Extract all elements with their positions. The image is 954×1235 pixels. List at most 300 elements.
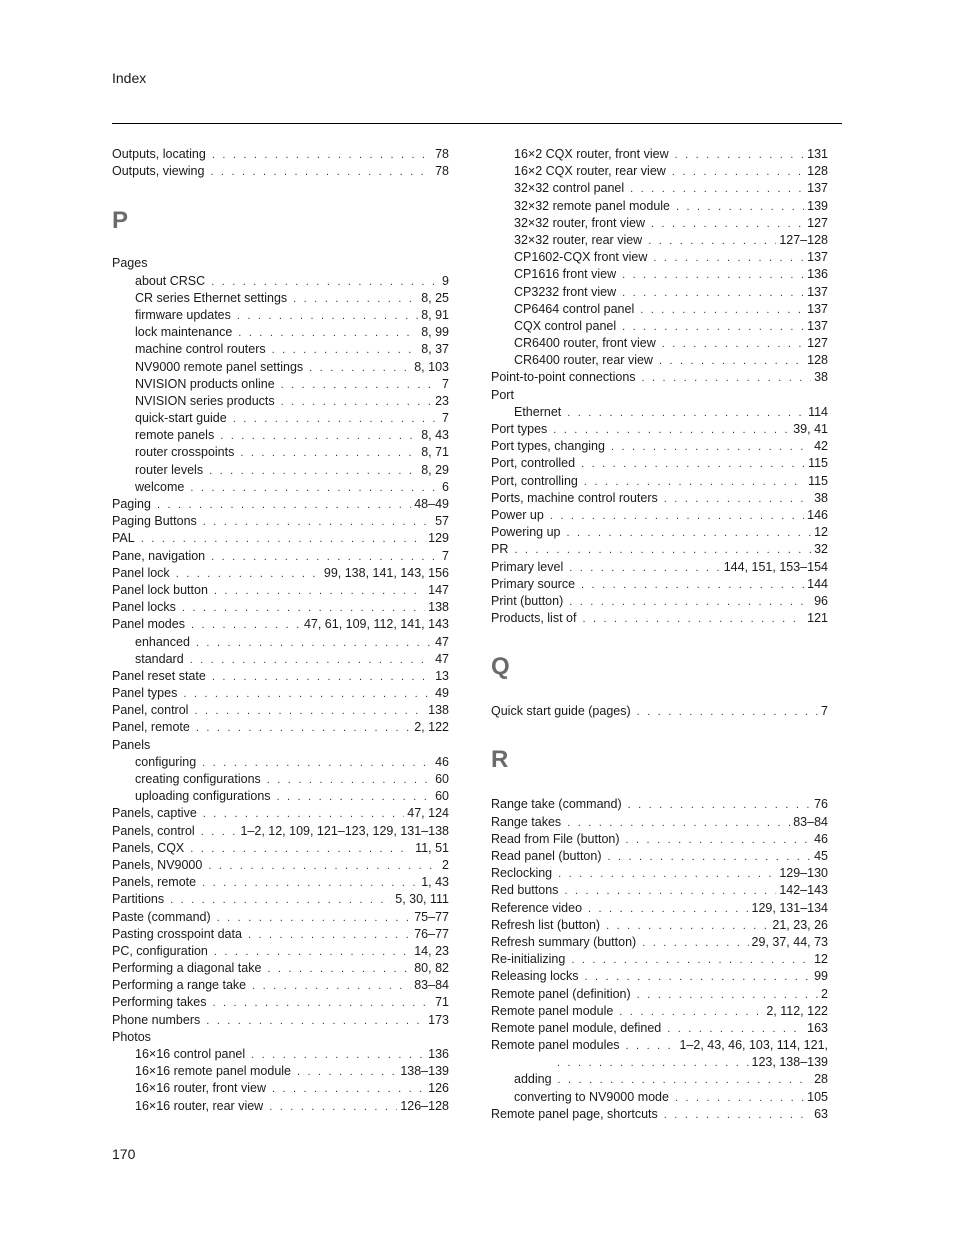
entry-term: remote panels xyxy=(135,428,215,443)
dot-leader xyxy=(581,456,805,473)
index-entry xyxy=(491,831,828,848)
section-letter: Q xyxy=(491,653,510,681)
dot-leader xyxy=(220,428,418,445)
index-entry xyxy=(491,814,828,831)
entry-term: Panels, captive xyxy=(112,806,197,821)
dot-leader xyxy=(201,824,238,841)
entry-term: Panel locks xyxy=(112,600,176,615)
entry-term: Red buttons xyxy=(491,883,559,898)
entry-page-refs: 137 xyxy=(807,301,828,316)
index-entry xyxy=(491,541,828,558)
entry-page-refs: 7 xyxy=(821,704,828,719)
entry-page-refs: 147 xyxy=(428,582,449,597)
index-heading: Port xyxy=(491,387,514,402)
index-entry xyxy=(112,977,449,994)
index-entry xyxy=(491,576,828,593)
entry-term: creating configurations xyxy=(135,772,261,786)
index-subentry xyxy=(491,1071,828,1088)
entry-page-refs: 83–84 xyxy=(793,814,828,829)
entry-page-refs: 99, 138, 141, 143, 156 xyxy=(323,565,449,580)
index-subentry xyxy=(112,1098,449,1115)
dot-leader xyxy=(619,1004,763,1021)
index-entry xyxy=(112,1012,449,1029)
index-entry xyxy=(491,986,828,1003)
index-subentry xyxy=(491,335,828,352)
entry-page-refs: 128 xyxy=(807,164,828,179)
index-entry xyxy=(491,421,828,438)
dot-leader xyxy=(157,497,411,514)
index-entry xyxy=(491,1003,828,1020)
index-subentry xyxy=(491,146,828,163)
dot-leader xyxy=(212,147,432,164)
index-entry xyxy=(112,146,449,163)
dot-leader xyxy=(611,439,811,456)
entry-page-refs: 49 xyxy=(435,686,449,701)
index-entry xyxy=(491,917,828,934)
entry-page-refs: 2 xyxy=(821,986,828,1001)
entry-page-refs: 71 xyxy=(435,995,449,1010)
index-entry xyxy=(491,703,828,720)
index-entry xyxy=(112,823,449,840)
entry-page-refs: 127–128 xyxy=(779,232,828,247)
entry-page-refs: 5, 30, 111 xyxy=(395,892,449,907)
entry-term: CR6400 router, rear view xyxy=(514,353,653,368)
dot-leader xyxy=(212,669,432,686)
index-entry xyxy=(491,882,828,899)
entry-term: Panel modes xyxy=(112,617,185,632)
entry-page-refs: 46 xyxy=(814,831,828,846)
entry-term: Reference video xyxy=(491,900,583,915)
entry-term: Performing takes xyxy=(112,995,207,1010)
entry-page-refs: 1–2, 43, 46, 103, 114, 121, xyxy=(679,1038,828,1053)
index-entry xyxy=(491,796,828,813)
entry-term: PC, configuration xyxy=(112,943,208,958)
dot-leader xyxy=(642,370,812,387)
entry-page-refs: 38 xyxy=(814,490,828,505)
entry-page-refs: 8, 99 xyxy=(421,325,449,340)
entry-page-refs: 28 xyxy=(814,1072,828,1087)
entry-page-refs: 1, 43 xyxy=(421,875,449,890)
entry-page-refs: 46 xyxy=(435,754,449,769)
entry-page-refs: 21, 23, 26 xyxy=(772,917,828,932)
running-head: Index xyxy=(112,70,147,86)
index-entry xyxy=(112,857,449,874)
entry-term: Read panel (button) xyxy=(491,849,602,863)
entry-page-refs: 76–77 xyxy=(414,926,449,941)
index-entry xyxy=(491,438,828,455)
entry-page-refs: 83–84 xyxy=(414,978,449,993)
dot-leader xyxy=(653,250,804,267)
index-column-right xyxy=(491,146,828,1123)
dot-leader xyxy=(626,832,812,849)
entry-page-refs: 48–49 xyxy=(414,497,449,511)
entry-page-refs: 32 xyxy=(814,542,828,557)
index-entry xyxy=(112,840,449,857)
dot-leader xyxy=(272,342,419,359)
entry-term: uploading configurations xyxy=(135,789,271,804)
entry-term: adding xyxy=(514,1072,552,1087)
dot-leader xyxy=(585,969,812,986)
entry-page-refs: 12 xyxy=(814,525,828,540)
dot-leader xyxy=(514,542,811,559)
entry-term: Remote panel page, shortcuts xyxy=(491,1106,658,1121)
index-subentry xyxy=(112,290,449,307)
index-subentry xyxy=(112,307,449,324)
dot-leader xyxy=(202,755,432,772)
entry-term: CR series Ethernet settings xyxy=(135,290,288,305)
entry-term: Pasting crosspoint data xyxy=(112,926,242,941)
index-entry xyxy=(112,548,449,565)
dot-leader xyxy=(567,815,790,832)
entry-page-refs: 6 xyxy=(442,479,449,494)
entry-term: Refresh summary (button) xyxy=(491,934,637,949)
dot-leader xyxy=(558,1072,812,1089)
entry-term: Ports, machine control routers xyxy=(491,490,658,505)
dot-leader xyxy=(672,164,804,181)
entry-page-refs: 115 xyxy=(808,456,828,471)
dot-leader xyxy=(191,617,301,634)
entry-page-refs: 8, 71 xyxy=(421,445,449,460)
entry-page-refs: 2, 112, 122 xyxy=(766,1003,828,1018)
index-entry xyxy=(112,960,449,977)
index-subentry xyxy=(491,301,828,318)
index-subentry xyxy=(112,376,449,393)
dot-leader xyxy=(238,325,418,342)
entry-term: 32×32 router, front view xyxy=(514,215,645,230)
index-entry xyxy=(112,163,449,180)
index-subentry xyxy=(491,266,828,283)
entry-term: Partitions xyxy=(112,892,165,907)
entry-term: Refresh list (button) xyxy=(491,917,601,932)
entry-term: 32×32 control panel xyxy=(514,181,625,196)
index-entry xyxy=(112,496,449,513)
entry-page-refs: 126 xyxy=(428,1081,449,1096)
entry-term: 32×32 router, rear view xyxy=(514,232,643,247)
index-subentry xyxy=(491,163,828,180)
entry-page-refs: 137 xyxy=(807,284,828,299)
entry-term: Remote panel module, defined xyxy=(491,1020,662,1035)
dot-leader xyxy=(626,1038,677,1055)
entry-term: Outputs, locating xyxy=(112,147,206,161)
entry-page-refs: 137 xyxy=(807,250,828,265)
index-entry xyxy=(491,559,828,576)
dot-leader xyxy=(211,549,439,566)
dot-leader xyxy=(557,1055,749,1072)
dot-leader xyxy=(206,1013,425,1030)
entry-page-refs: 142–143 xyxy=(779,883,828,898)
entry-page-refs: 129 xyxy=(428,531,449,546)
index-entry xyxy=(112,582,449,599)
dot-leader xyxy=(183,686,432,703)
entry-term: Port types, changing xyxy=(491,439,605,454)
entry-page-refs: 42 xyxy=(814,439,828,454)
entry-term: Port, controlling xyxy=(491,473,578,488)
entry-term: Read from File (button) xyxy=(491,831,620,846)
entry-page-refs: 45 xyxy=(814,849,828,863)
entry-page-refs: 80, 82 xyxy=(414,961,449,976)
dot-leader xyxy=(190,480,439,497)
entry-page-refs: 57 xyxy=(435,514,449,529)
entry-term: NVISION series products xyxy=(135,393,275,408)
entry-page-refs: 8, 43 xyxy=(421,428,449,443)
entry-term: Remote panel (definition) xyxy=(491,986,631,1001)
index-subentry xyxy=(491,180,828,197)
dot-leader xyxy=(675,147,805,164)
dot-leader xyxy=(675,1090,804,1107)
index-entry xyxy=(491,473,828,490)
entry-term: Print (button) xyxy=(491,593,564,608)
entry-term: Paging Buttons xyxy=(112,514,197,529)
dot-leader xyxy=(637,704,818,721)
entry-page-refs: 39, 41 xyxy=(793,422,828,436)
entry-term: Performing a range take xyxy=(112,978,247,993)
dot-leader xyxy=(569,560,720,577)
entry-page-refs: 63 xyxy=(814,1106,828,1121)
dot-leader xyxy=(622,285,804,302)
index-entry xyxy=(491,369,828,386)
entry-term: 16×2 CQX router, front view xyxy=(514,147,669,161)
entry-page-refs: 78 xyxy=(435,147,449,161)
entry-term: Paste (command) xyxy=(112,909,211,924)
index-subentry xyxy=(112,341,449,358)
dot-leader xyxy=(606,918,769,935)
entry-term: PAL xyxy=(112,531,135,546)
dot-leader xyxy=(630,181,804,198)
dot-leader xyxy=(212,995,432,1012)
entry-page-refs: 8, 37 xyxy=(421,342,449,357)
entry-page-refs: 146 xyxy=(807,507,828,522)
index-entry xyxy=(491,1106,828,1123)
entry-term: Primary source xyxy=(491,576,576,591)
dot-leader xyxy=(608,849,812,866)
entry-page-refs: 128 xyxy=(807,353,828,368)
dot-leader xyxy=(196,635,432,652)
dot-leader xyxy=(558,866,776,883)
dot-leader xyxy=(642,935,748,952)
entry-page-refs: 47 xyxy=(435,651,449,666)
index-entry xyxy=(112,891,449,908)
entry-term: Panels, control xyxy=(112,823,195,838)
index-entry xyxy=(112,702,449,719)
entry-page-refs: 8, 29 xyxy=(421,462,449,477)
entry-page-refs: 7 xyxy=(442,376,449,391)
header-rule xyxy=(112,123,842,124)
dot-leader xyxy=(237,308,418,325)
index-column-left xyxy=(112,146,449,1115)
entry-term: Panels, remote xyxy=(112,875,197,890)
entry-term: 16×2 CQX router, rear view xyxy=(514,164,666,179)
entry-term: Panel lock xyxy=(112,565,170,580)
entry-term: CQX control panel xyxy=(514,318,617,333)
dot-leader xyxy=(581,577,804,594)
dot-leader xyxy=(637,987,818,1004)
dot-leader xyxy=(267,772,432,789)
entry-term: Point-to-point connections xyxy=(491,370,636,385)
dot-leader xyxy=(217,910,412,927)
entry-term: Performing a diagonal take xyxy=(112,961,262,976)
entry-page-refs: 8, 25 xyxy=(421,290,449,305)
dot-leader xyxy=(664,1107,811,1124)
index-subentry xyxy=(112,324,449,341)
index-entry xyxy=(112,599,449,616)
dot-leader xyxy=(648,233,776,250)
index-subentry xyxy=(491,215,828,232)
index-entry xyxy=(112,994,449,1011)
dot-leader xyxy=(277,789,433,806)
entry-page-refs: 163 xyxy=(807,1020,828,1035)
index-entry xyxy=(112,616,449,633)
entry-term: welcome xyxy=(135,479,185,494)
dot-leader xyxy=(194,703,425,720)
dot-leader xyxy=(272,1081,425,1098)
dot-leader xyxy=(676,199,804,216)
entry-term: CP1602-CQX front view xyxy=(514,250,648,265)
entry-page-refs: 126–128 xyxy=(400,1098,449,1113)
entry-term: Port, controlled xyxy=(491,456,576,471)
index-subentry xyxy=(112,393,449,410)
index-heading: Panels xyxy=(112,737,151,752)
dot-leader xyxy=(622,267,804,284)
index-entry xyxy=(112,805,449,822)
dot-leader xyxy=(550,508,804,525)
index-entry xyxy=(491,1054,828,1071)
entry-term: Re-initializing xyxy=(491,952,566,967)
index-subentry xyxy=(491,1089,828,1106)
entry-page-refs: 7 xyxy=(442,548,449,563)
entry-term: CR6400 router, front view xyxy=(514,336,656,351)
entry-page-refs: 9 xyxy=(442,273,449,288)
dot-leader xyxy=(170,892,392,909)
entry-term: CP3232 front view xyxy=(514,284,617,299)
index-subentry xyxy=(112,771,449,788)
index-entry xyxy=(491,865,828,882)
index-subentry xyxy=(112,788,449,805)
index-subentry xyxy=(112,651,449,668)
entry-term: Releasing locks xyxy=(491,969,579,984)
entry-term: router crosspoints xyxy=(135,445,235,460)
dot-leader xyxy=(659,353,804,370)
entry-term: CP6464 control panel xyxy=(514,301,635,316)
entry-term: router levels xyxy=(135,462,204,477)
index-entry xyxy=(491,490,828,507)
dot-leader xyxy=(281,377,439,394)
dot-leader xyxy=(651,216,804,233)
entry-page-refs: 38 xyxy=(814,370,828,385)
section-letter: R xyxy=(491,746,509,774)
entry-term: 16×16 remote panel module xyxy=(135,1064,292,1079)
index-entry xyxy=(491,968,828,985)
index-entry xyxy=(112,719,449,736)
dot-leader xyxy=(662,336,804,353)
entry-term: Remote panel module xyxy=(491,1003,614,1018)
dot-leader xyxy=(176,566,321,583)
dot-leader xyxy=(297,1064,397,1081)
index-subentry xyxy=(112,444,449,461)
dot-leader xyxy=(567,405,805,422)
entry-page-refs: 8, 103 xyxy=(414,359,449,374)
entry-page-refs: 11, 51 xyxy=(415,840,449,855)
dot-leader xyxy=(214,944,411,961)
index-subentry xyxy=(112,410,449,427)
dot-leader xyxy=(141,531,425,548)
index-entry xyxy=(491,1020,828,1037)
dot-leader xyxy=(202,875,418,892)
index-entry xyxy=(491,900,828,917)
index-heading: Photos xyxy=(112,1029,151,1044)
entry-term: Phone numbers xyxy=(112,1012,201,1027)
entry-page-refs: 29, 37, 44, 73 xyxy=(751,934,828,949)
entry-page-refs: 13 xyxy=(435,668,449,683)
dot-leader xyxy=(196,720,411,737)
dot-leader xyxy=(667,1021,804,1038)
page-number: 170 xyxy=(112,1146,136,1162)
entry-term: standard xyxy=(135,651,184,666)
entry-term: Panels, CQX xyxy=(112,840,185,855)
dot-leader xyxy=(190,841,412,858)
index-subentry xyxy=(112,634,449,651)
index-entry xyxy=(491,1037,828,1054)
entry-page-refs: 76 xyxy=(814,797,828,812)
entry-page-refs: 99 xyxy=(814,969,828,984)
entry-page-refs: 115 xyxy=(808,473,828,488)
dot-leader xyxy=(182,600,425,617)
dot-leader xyxy=(622,319,804,336)
dot-leader xyxy=(209,463,418,480)
entry-page-refs: 2, 122 xyxy=(414,720,449,735)
entry-page-refs: 8, 91 xyxy=(421,307,449,322)
entry-page-refs: 131 xyxy=(807,147,828,161)
dot-leader xyxy=(564,883,776,900)
entry-page-refs: 114 xyxy=(808,404,828,419)
index-subentry xyxy=(491,284,828,301)
index-entry xyxy=(112,530,449,547)
index-entry xyxy=(491,455,828,472)
dot-leader xyxy=(553,422,790,439)
index-subentry xyxy=(112,1063,449,1080)
entry-term: Power up xyxy=(491,507,544,522)
entry-term: Remote panel modules xyxy=(491,1038,620,1053)
entry-term: Pane, navigation xyxy=(112,548,206,563)
entry-term: Powering up xyxy=(491,525,561,540)
dot-leader xyxy=(208,858,439,875)
entry-page-refs: 123, 138–139 xyxy=(751,1055,828,1070)
index-entry xyxy=(112,926,449,943)
entry-term: lock maintenance xyxy=(135,325,233,340)
index-subentry xyxy=(112,359,449,376)
entry-page-refs: 136 xyxy=(428,1047,449,1061)
entry-page-refs: 78 xyxy=(435,164,449,179)
entry-page-refs: 14, 23 xyxy=(414,943,449,958)
entry-term: firmware updates xyxy=(135,307,231,322)
index-subentry xyxy=(112,462,449,479)
entry-page-refs: 60 xyxy=(435,789,449,804)
entry-page-refs: 1–2, 12, 109, 121–123, 129, 131–138 xyxy=(240,823,449,838)
index-entry xyxy=(491,507,828,524)
entry-page-refs: 47, 61, 109, 112, 141, 143 xyxy=(303,617,449,632)
entry-term: quick-start guide xyxy=(135,411,227,426)
entry-term: Panel, control xyxy=(112,703,189,718)
dot-leader xyxy=(248,927,411,944)
entry-page-refs: 12 xyxy=(814,952,828,967)
index-entry xyxy=(112,943,449,960)
index-subentry xyxy=(491,404,828,421)
entry-page-refs: 136 xyxy=(807,267,828,282)
entry-page-refs: 127 xyxy=(807,215,828,230)
dot-leader xyxy=(240,445,418,462)
dot-leader xyxy=(293,291,418,308)
dot-leader xyxy=(269,1099,397,1116)
entry-page-refs: 173 xyxy=(428,1012,449,1027)
